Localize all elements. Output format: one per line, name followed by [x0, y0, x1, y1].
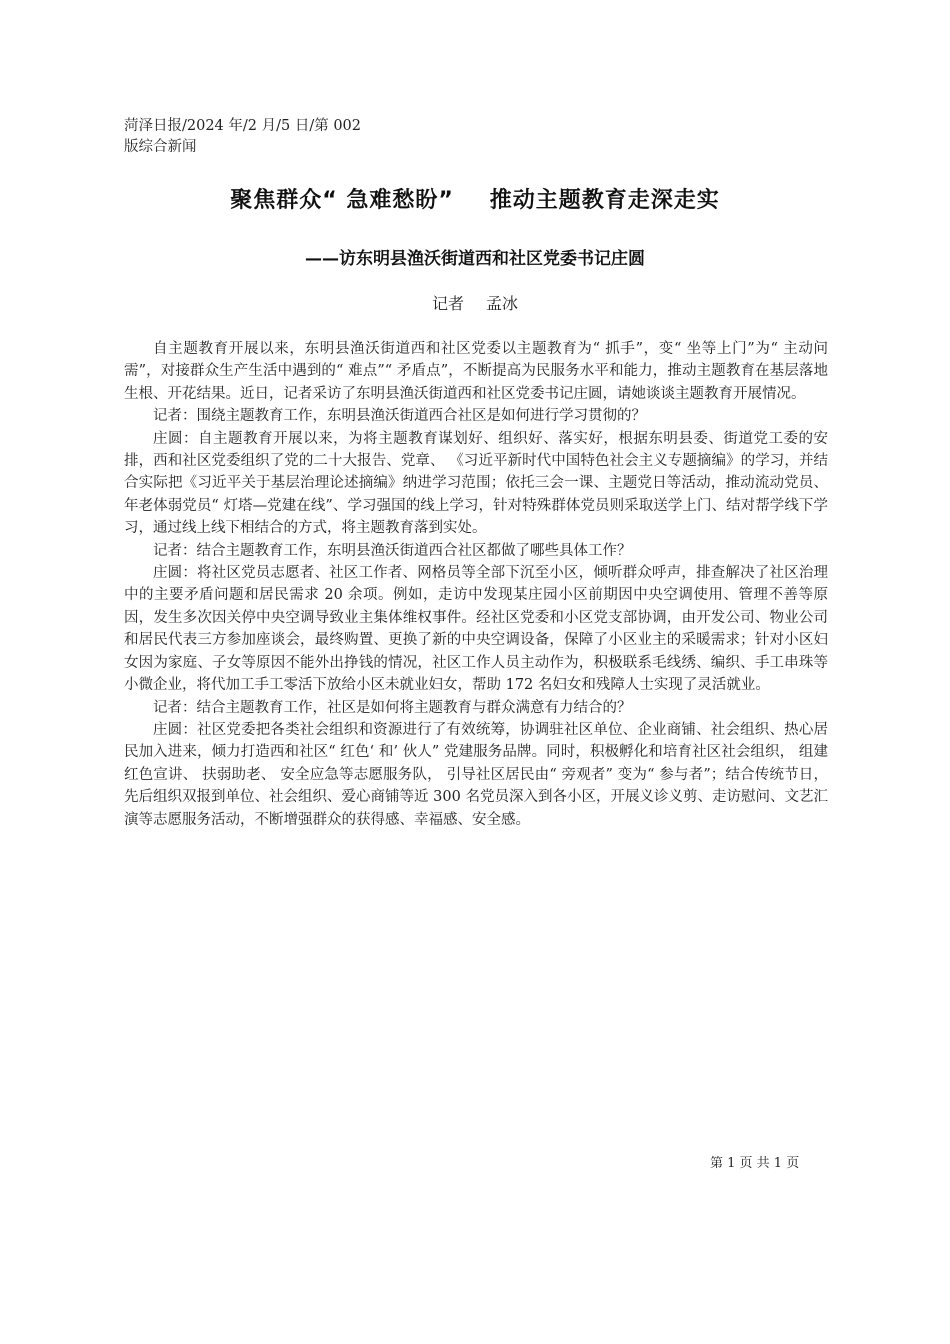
paragraph-answer-1: 庄圆：自主题教育开展以来，为将主题教育谋划好、组织好、落实好，根据东明县委、街道党工委的安排，西和社区党委组织了党的二十大报告、党章、 《习近平新时代中国特色社会主义专题摘编》的学习，并结合实际把《习近平关于基层治理论述摘编》纳进学习范围；依托三会一课、主题党日等活动，推动流动党员、年老体弱党员“ 灯塔—党建在线”、学习强国的线上学习，针对特殊群体党员则采取送学上门、结对帮学线下学习，通过线上线下相结合的方式，将主题教育落到实处。 [124, 430, 828, 537]
newspaper-source [124, 116, 424, 158]
paragraph-question-3: 记者：结合主题教育工作，社区是如何将主题教育与群众满意有力结合的？ [153, 699, 632, 716]
byline [0, 291, 950, 314]
paragraph-answer-2: 庄圆：将社区党员志愿者、社区工作者、网格员等全部下沉至小区，倾听群众呼声，排查解决了社区治理中的主要矛盾问题和居民需求 20 余项。例如，走访中发现某庄园小区前期因中央空调使用、管理不善等原因，发生多次因关停中央空调导致业主集体维权事件。经社区党委和小区党支部协调，由开发公司、物业公司和居民代表三方参加座谈会，最终购置、更换了新的中央空调设备，保障了小区业主的采暖需求；针对小区妇女因为家庭、子女等原因不能外出挣钱的情况，社区工作人员主动作为，积极联系毛线绣、编织、手工串珠等小微企业，将代加工手工零活下放给小区未就业妇女，帮助 172 名妇女和残障人士实现了灵活就业。 [124, 565, 828, 694]
title-part-1: 聚焦群众“ 急难愁盼” [230, 188, 454, 213]
article-body [124, 338, 828, 831]
paragraph-intro: 自主题教育开展以来，东明县渔沃街道西和社区党委以主题教育为“ 抓手”，变“ 坐等上门”为“ 主动问需”，对接群众生产生活中遇到的“ 难点”“ 矛盾点”，不断提高为民服务水平和能力，推动主题教育在基层落地生根、开花结果。近日，记者采访了东明县渔沃街道西和社区党委书记庄圆，请她谈谈主题教育开展情况。 [124, 341, 828, 402]
byline-name: 孟冰 [486, 294, 519, 313]
byline-role: 记者 [431, 294, 464, 313]
paragraph-answer-3: 庄圆：社区党委把各类社会组织和资源进行了有效统筹，协调驻社区单位、企业商铺、社会组织、热心居民加入进来，倾力打造西和社区“ 红色‘ 和’ 伙人” 党建服务品牌。同时，积极孵化和培育社区社会组织， 组建红色宣讲、 扶弱助老、 安全应急等志愿服务队， 引导社区居民由“ 旁观者” 变为“ 参与者”；结合传统节日，先后组织双报到单位、社会组织、爱心商铺等近 300 名党员深入到各小区，开展义诊义剪、走访慰问、文艺汇演等志愿服务活动，不断增强群众的获得感、幸福感、安全感。 [124, 721, 828, 828]
source-line-1: 菏泽日报/2024 年/2 月/5 日/第 002 [124, 118, 362, 134]
title-part-2: 推动主题教育走深走实 [489, 188, 720, 213]
article-title [0, 183, 950, 214]
page-footer: 第 1 页 共 1 页 [710, 1156, 800, 1171]
article-subtitle: ——访东明县渔沃街道西和社区党委书记庄圆 [305, 249, 645, 269]
paragraph-question-1: 记者：围绕主题教育工作，东明县渔沃街道西合社区是如何进行学习贯彻的？ [153, 408, 646, 425]
paragraph-question-2: 记者：结合主题教育工作，东明县渔沃街道西合社区都做了哪些具体工作？ [153, 542, 632, 559]
source-line-2: 版综合新闻 [124, 139, 197, 155]
